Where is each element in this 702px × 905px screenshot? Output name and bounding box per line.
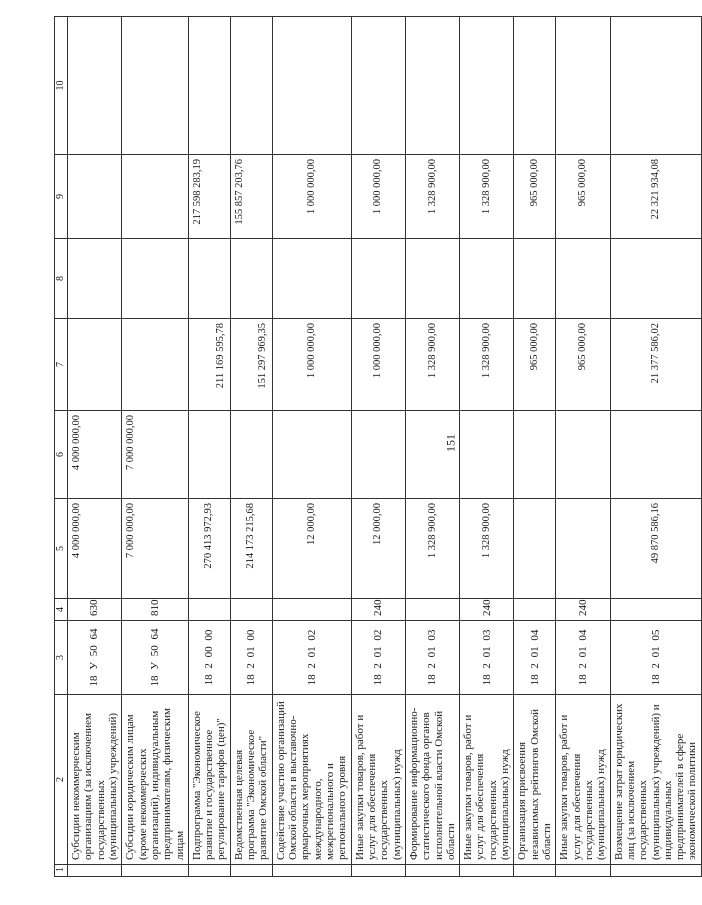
row-name: Подпрограмма "Экономическое развитие и государственное регулирование тарифов (цен)" (188, 695, 230, 865)
row-value-9: 155 857 203,76 (230, 155, 272, 239)
row-value-10 (514, 17, 556, 155)
row-value-9: 217 598 283,19 (188, 155, 230, 239)
row-value-10 (610, 17, 701, 155)
row-value-7: 1 000 000,00 (351, 319, 405, 411)
row-value-5: 7 000 000,00 (122, 499, 189, 599)
column-header-1: 1 (55, 865, 68, 877)
row-value-7: 151 297 969,35 (230, 319, 272, 411)
row-name: Иные закупки товаров, работ и услуг для обеспечения государственных (муниципальных) нужд (351, 695, 405, 865)
row-value-9: 1 328 900,00 (460, 155, 514, 239)
row-code: 18 2 01 02 (272, 621, 351, 695)
row-value-8 (272, 239, 351, 319)
row-cell-col1 (230, 865, 272, 877)
row-code: 18 У 50 64 (122, 621, 189, 695)
column-header-10: 10 (55, 17, 68, 155)
row-value-5: 49 870 586,16 (610, 499, 701, 599)
row-value-8 (68, 239, 122, 319)
row-value-6: 7 000 000,00 (122, 411, 189, 499)
row-cell-col1 (514, 865, 556, 877)
row-kvr: 240 (351, 599, 405, 621)
row-code: 18 2 00 00 (188, 621, 230, 695)
row-value-7: 21 377 586,02 (610, 319, 701, 411)
column-number-row (55, 17, 68, 877)
rotated-table-wrapper (54, 17, 699, 877)
row-value-8 (514, 239, 556, 319)
row-name: Иные закупки товаров, работ и услуг для обеспечения государственных (муниципальных) нужд (460, 695, 514, 865)
row-cell-col1 (122, 865, 189, 877)
row-value-9: 1 000 000,00 (351, 155, 405, 239)
row-value-10 (188, 17, 230, 155)
budget-table (54, 16, 702, 877)
table-row (122, 17, 189, 877)
row-value-9: 965 000,00 (556, 155, 610, 239)
row-kvr (405, 599, 459, 621)
row-value-5: 12 000,00 (272, 499, 351, 599)
row-value-8 (188, 239, 230, 319)
row-code: 18 2 01 00 (230, 621, 272, 695)
row-value-6: 4 000 000,00 (68, 411, 122, 499)
table-row (188, 17, 230, 877)
row-value-6 (556, 411, 610, 499)
row-value-10 (68, 17, 122, 155)
row-value-8 (230, 239, 272, 319)
row-value-8 (460, 239, 514, 319)
row-cell-col1 (556, 865, 610, 877)
row-value-8 (122, 239, 189, 319)
table-row (68, 17, 122, 877)
row-kvr (272, 599, 351, 621)
row-value-6 (272, 411, 351, 499)
row-value-10 (556, 17, 610, 155)
row-kvr: 810 (122, 599, 189, 621)
row-kvr (230, 599, 272, 621)
row-code: 18 У 50 64 (68, 621, 122, 695)
row-value-7 (122, 319, 189, 411)
row-name: Иные закупки товаров, работ и услуг для обеспечения государственных (муниципальных) нужд (556, 695, 610, 865)
row-name: Формирование информационно-статистического фонда органов исполнительной власти Омской области (405, 695, 459, 865)
row-value-10 (230, 17, 272, 155)
table-row (556, 17, 610, 877)
row-value-5: 12 000,00 (351, 499, 405, 599)
row-name: Содействие участию организаций Омской области в выставочно-ярмарочных мероприятиях международного, межрегионального и регионального уровня (272, 695, 351, 865)
row-cell-col1 (610, 865, 701, 877)
row-kvr: 240 (556, 599, 610, 621)
row-code: 18 2 01 03 (460, 621, 514, 695)
row-value-6 (610, 411, 701, 499)
table-row (351, 17, 405, 877)
row-value-9: 965 000,00 (514, 155, 556, 239)
row-value-10 (272, 17, 351, 155)
row-cell-col1 (460, 865, 514, 877)
row-kvr: 240 (460, 599, 514, 621)
row-name: Организация присвоения независимых рейтингов Омской области (514, 695, 556, 865)
row-value-6 (188, 411, 230, 499)
row-value-5: 1 328 900,00 (405, 499, 459, 599)
row-value-5: 270 413 972,93 (188, 499, 230, 599)
row-value-8 (405, 239, 459, 319)
row-value-5: 1 328 900,00 (460, 499, 514, 599)
row-value-7: 1 328 900,00 (405, 319, 459, 411)
row-code: 18 2 01 04 (556, 621, 610, 695)
row-name: Ведомственная целевая программа "Экономическое развитие Омской области" (230, 695, 272, 865)
row-cell-col1 (68, 865, 122, 877)
table-row (610, 17, 701, 877)
column-header-5: 5 (55, 499, 68, 599)
row-code: 18 2 01 05 (610, 621, 701, 695)
row-value-10 (460, 17, 514, 155)
row-value-10 (405, 17, 459, 155)
row-value-9 (68, 155, 122, 239)
row-value-6 (230, 411, 272, 499)
row-value-7: 1 000 000,00 (272, 319, 351, 411)
row-value-9: 1 328 900,00 (405, 155, 459, 239)
row-value-7: 1 328 900,00 (460, 319, 514, 411)
row-value-6 (460, 411, 514, 499)
row-value-7: 965 000,00 (514, 319, 556, 411)
column-header-4: 4 (55, 599, 68, 621)
table-row (405, 17, 459, 877)
row-name: Возмещение затрат юридических лиц (за исключением государственных (муниципальных) учреждений) и индивидуальных предпринимателей в сфере экономической политики (610, 695, 701, 865)
column-header-8: 8 (55, 239, 68, 319)
row-value-6 (514, 411, 556, 499)
row-name: Субсидии юридическим лицам (кроме некоммерческих организаций), индивидуальным предпринимателям, физическим лицам (122, 695, 189, 865)
row-value-9: 1 000 000,00 (272, 155, 351, 239)
table-row (230, 17, 272, 877)
row-value-8 (610, 239, 701, 319)
row-cell-col1 (351, 865, 405, 877)
table-row (514, 17, 556, 877)
row-value-7: 211 169 595,78 (188, 319, 230, 411)
row-code: 18 2 01 02 (351, 621, 405, 695)
row-value-9: 22 321 934,08 (610, 155, 701, 239)
row-value-9 (122, 155, 189, 239)
row-value-6 (405, 411, 459, 499)
row-kvr (514, 599, 556, 621)
table-row (460, 17, 514, 877)
row-cell-col1 (405, 865, 459, 877)
row-value-6 (351, 411, 405, 499)
column-header-3: 3 (55, 621, 68, 695)
row-code: 18 2 01 03 (405, 621, 459, 695)
row-value-5: 214 173 215,68 (230, 499, 272, 599)
table-body (68, 17, 702, 877)
row-value-5: 4 000 000,00 (68, 499, 122, 599)
row-cell-col1 (272, 865, 351, 877)
column-header-2: 2 (55, 695, 68, 865)
column-header-6: 6 (55, 411, 68, 499)
row-value-8 (351, 239, 405, 319)
row-value-5 (514, 499, 556, 599)
row-code: 18 2 01 04 (514, 621, 556, 695)
row-cell-col1 (188, 865, 230, 877)
row-name: Субсидии некоммерческим организациям (за исключением государственных (муниципальных) учреждений) (68, 695, 122, 865)
row-value-8 (556, 239, 610, 319)
row-kvr: 630 (68, 599, 122, 621)
row-kvr (610, 599, 701, 621)
row-value-10 (351, 17, 405, 155)
table-row (272, 17, 351, 877)
column-header-9: 9 (55, 155, 68, 239)
row-value-5 (556, 499, 610, 599)
page-number: 151 (443, 434, 458, 452)
row-value-7 (68, 319, 122, 411)
row-value-7: 965 000,00 (556, 319, 610, 411)
row-value-10 (122, 17, 189, 155)
row-kvr (188, 599, 230, 621)
column-header-7: 7 (55, 319, 68, 411)
